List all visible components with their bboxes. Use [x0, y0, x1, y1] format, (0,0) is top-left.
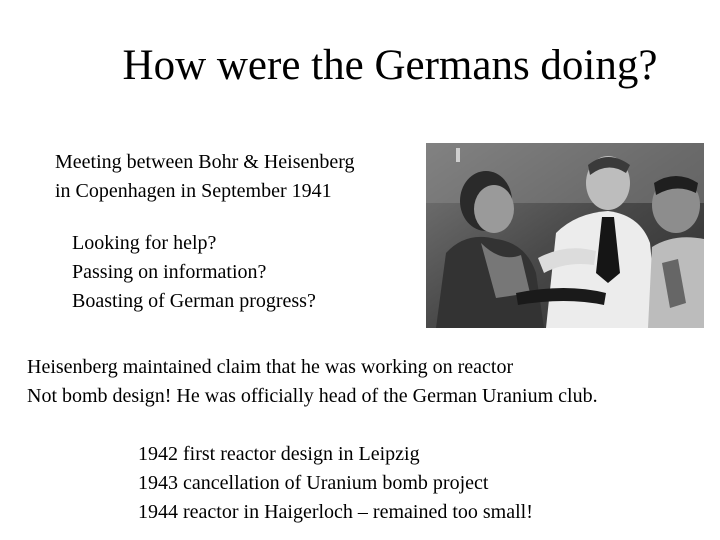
- meeting-caption: [55, 148, 355, 206]
- question-item: Looking for help?: [72, 232, 217, 254]
- claim-line: Heisenberg maintained claim that he was working on reactor: [27, 356, 514, 378]
- timeline-item: 1942 first reactor design in Leipzig: [138, 443, 420, 465]
- question-item: Boasting of German progress?: [72, 290, 316, 312]
- timeline-list: [138, 440, 533, 527]
- question-item: Passing on information?: [72, 261, 267, 283]
- claim-text: [27, 353, 598, 411]
- meeting-caption-line: Meeting between Bohr & Heisenberg: [55, 151, 355, 173]
- meeting-caption-line: in Copenhagen in September 1941: [55, 180, 332, 202]
- timeline-item: 1944 reactor in Haigerloch – remained too small!: [138, 501, 533, 523]
- questions-list: [72, 229, 316, 316]
- photograph-icon: [426, 143, 704, 328]
- bohr-heisenberg-photo: [426, 143, 704, 328]
- claim-line: Not bomb design! He was officially head of the German Uranium club.: [27, 385, 598, 407]
- slide-title: How were the Germans doing?: [122, 42, 658, 89]
- timeline-item: 1943 cancellation of Uranium bomb project: [138, 472, 489, 494]
